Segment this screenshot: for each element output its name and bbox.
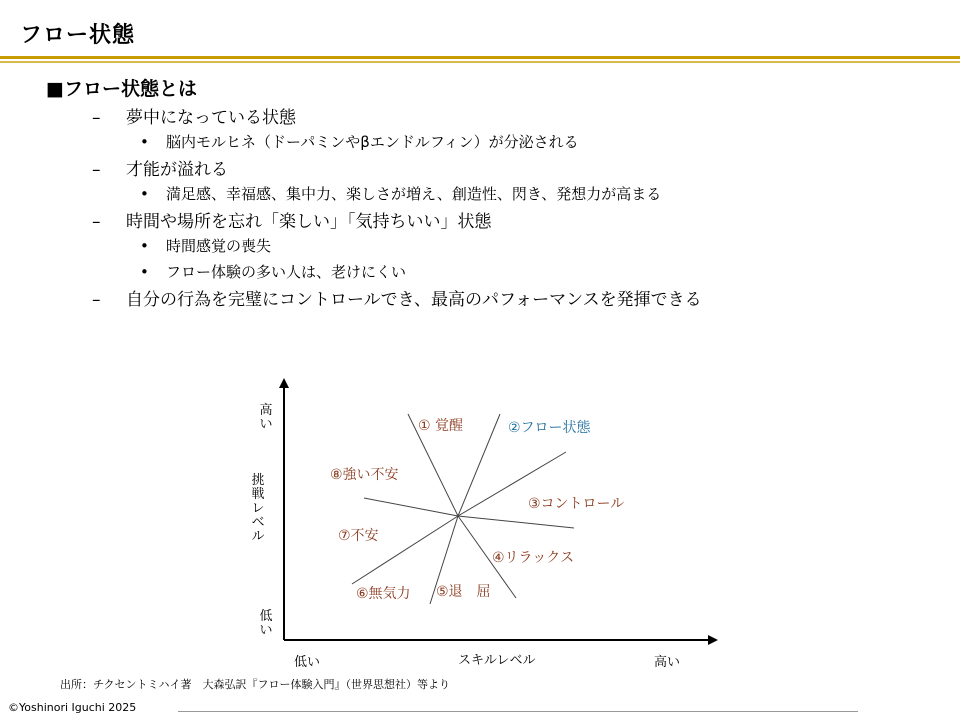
dot-marker: • [140, 133, 149, 151]
state-label-boredom: ⑤退 屈 [436, 584, 491, 600]
y-axis-title-stacked-char: 戦 [251, 487, 265, 502]
dash-marker: – [92, 212, 101, 232]
dot-marker: • [140, 185, 149, 203]
y-axis-high-stacked-char: い [259, 417, 273, 432]
y-axis-title-stacked-char: ベ [251, 515, 265, 530]
bullet-text: 時間感覚の喪失 [166, 237, 272, 255]
dot-marker: • [140, 237, 149, 255]
divider-line [458, 414, 500, 516]
y-axis-title-stacked [251, 472, 264, 544]
y-axis-high-stacked-char: 高 [259, 403, 273, 418]
dash-marker: – [92, 108, 101, 128]
bullet-text: 時間や場所を忘れ「楽しい」「気持ちいい」状態 [126, 212, 492, 232]
state-label-anxiety: ⑧強い不安 [330, 467, 399, 483]
dot-marker: • [140, 263, 149, 281]
bullet-text: 脳内モルヒネ（ドーパミンやβエンドルフィン）が分泌される [166, 133, 579, 151]
y-axis-low-stacked [259, 609, 272, 638]
bullet-text: 夢中になっている状態 [126, 108, 296, 128]
dash-marker: – [92, 290, 101, 310]
state-label-relaxation: ④リラックス [492, 550, 575, 566]
state-label-flow: ②フロー状態 [508, 420, 591, 436]
state-label-arousal: ① 覚醒 [418, 418, 464, 434]
y-axis-title-stacked-char: レ [251, 501, 265, 516]
divider-line [364, 498, 458, 516]
y-axis-low-stacked-char: 低 [259, 609, 273, 624]
y-axis-title-stacked-char: ル [251, 529, 265, 544]
dash-marker: – [92, 160, 101, 180]
x-axis-title: スキルレベル [458, 653, 536, 668]
section-heading: ■フロー状態とは [46, 78, 197, 100]
footer-divider [178, 711, 858, 712]
x-axis-high-label: 高い [654, 655, 681, 670]
copyright-notice: ©Yoshinori Iguchi 2025 [8, 701, 137, 714]
y-axis-high-stacked [259, 402, 272, 432]
slide-title: フロー状態 [20, 23, 136, 48]
divider-line [352, 516, 458, 584]
bullet-text: 満足感、幸福感、集中力、楽しさが増え、創造性、閃き、発想力が高まる [166, 185, 662, 203]
source-citation: 出所：チクセントミハイ著 大森弘訳『フロー体験入門』（世界思想社）等より [60, 678, 451, 691]
state-label-apathy: ⑥無気力 [356, 586, 411, 602]
state-label-worry: ⑦不安 [338, 528, 379, 544]
y-axis-low-stacked-char: い [259, 623, 273, 638]
divider-line [458, 516, 574, 528]
bullet-text: 自分の行為を完璧にコントロールでき、最高のパフォーマンスを発揮できる [126, 290, 702, 310]
y-axis-title-stacked-char: 挑 [251, 473, 265, 488]
x-axis-low-label: 低い [294, 655, 321, 670]
bullet-text: フロー体験の多い人は、老けにくい [166, 263, 407, 281]
bullet-text: 才能が溢れる [126, 160, 228, 180]
state-label-control: ③コントロール [528, 496, 625, 512]
